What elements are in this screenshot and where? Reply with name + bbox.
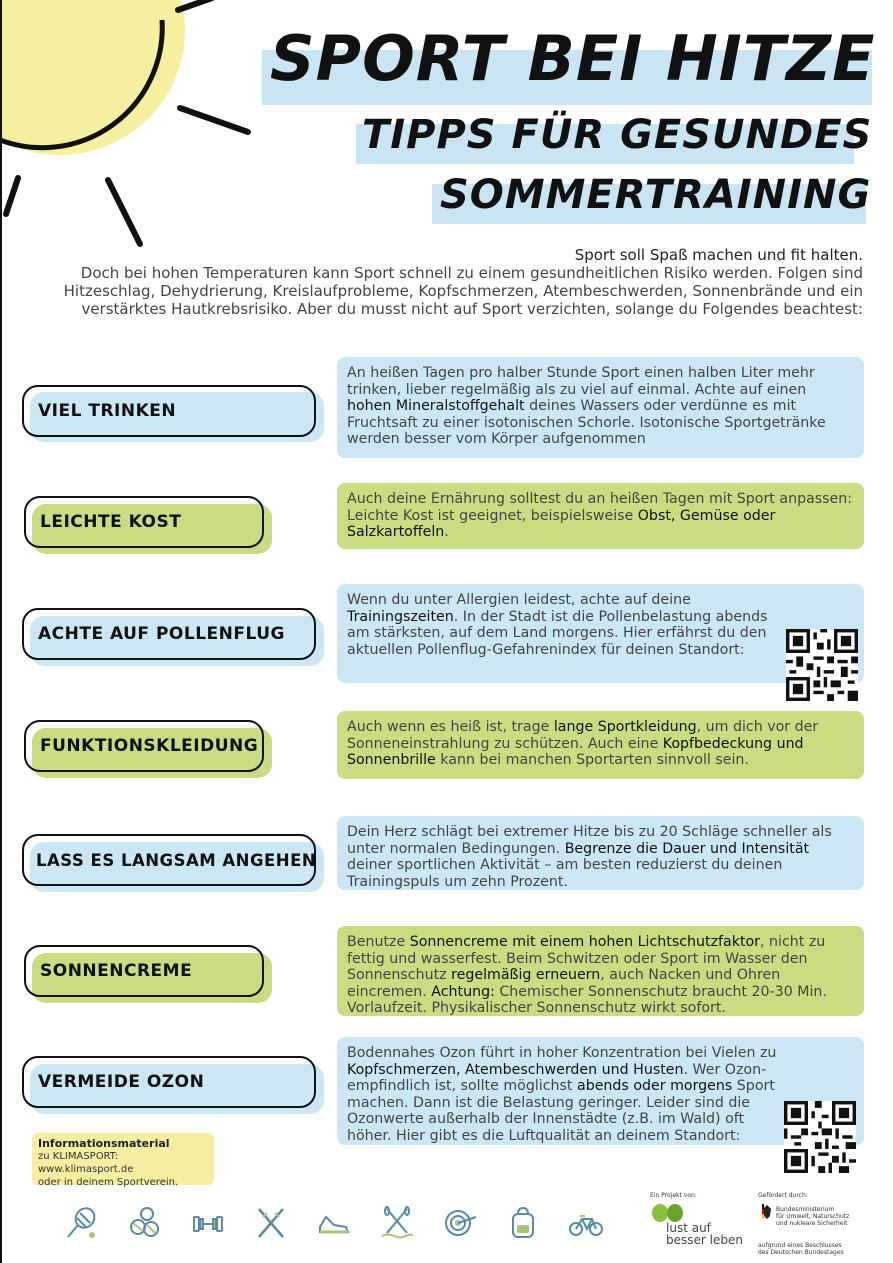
tip-label-sonnencreme	[24, 945, 264, 997]
paddles-icon	[379, 1205, 415, 1241]
tip-text: An heißen Tagen pro halber Stunde Sport einen halben Liter mehr trinken, lieber regelmäßig als zu viel auf einmal. Achte auf einen	[347, 365, 815, 398]
tip-text-bold: Kopfbedeckung und Sonnenbrille	[347, 735, 804, 768]
tip-text-bold: hohen Mineralstoffgehalt	[347, 398, 525, 414]
tip-text-bold: Sonnencreme mit einem hohen Lichtschutzfaktor	[409, 934, 761, 950]
tip-label-funktionskleidung	[24, 720, 264, 772]
sun-illustration	[0, 0, 270, 260]
tennis-icon	[64, 1205, 100, 1241]
tip-label-text: VIEL TRINKEN	[38, 401, 177, 421]
sneaker-icon	[316, 1205, 352, 1241]
tip-text: Chemischer Sonnenschutz braucht 20-30 Min. Vorlaufzeit. Physikalischer Sonnenschutz wirkt sofort.	[347, 983, 827, 1016]
tip-text: Sport machen. Dann ist die Belastung geringer. Leider sind die Ozonwerte außerhalb der Innenstädte (z.B. im Wald) oft höher. Hier gibt es die Luftqualität an deinem Standort:	[347, 1078, 775, 1144]
tip-text-bold: regelmäßig erneuern	[451, 967, 601, 983]
tip-box-viel-trinken	[337, 357, 864, 458]
tip-box-funktionskleidung	[337, 711, 864, 779]
tip-text-bold: abends oder morgens	[577, 1078, 733, 1094]
federal-eagle-icon	[762, 1204, 772, 1220]
project-name: lust auf	[666, 1221, 711, 1235]
tip-label-langsam	[22, 834, 316, 886]
tip-text-bold: Begrenze die Dauer und Intensität	[564, 840, 810, 857]
tip-text-bold: Obst, Gemüse oder Salzkartoffeln	[347, 507, 776, 540]
tip-text: , nicht zu fettig und wasserfest. Beim Schwitzen oder Sport im Wasser den Sonnenschutz	[347, 934, 826, 983]
tip-text: Bodennahes Ozon führt in hoher Konzentration bei Vielen zu	[347, 1045, 777, 1061]
funded-label: Gefördert durch:	[758, 1192, 808, 1199]
ministry-line: für Umwelt, Naturschutz	[776, 1213, 850, 1220]
tip-text: .	[444, 524, 449, 540]
page-subtitle: SOMMERTRAINING	[440, 172, 872, 218]
tip-box-langsam	[337, 816, 864, 890]
tip-text: . In der Stadt ist die Pollenbelastung abends am stärksten, auf dem Land morgens. Hier erfährst du den aktuellen Pollenflug-Gefahrenindex für deinen Standort:	[347, 608, 768, 658]
dumbbell-icon	[190, 1205, 226, 1241]
tip-label-viel-trinken	[22, 385, 316, 437]
intro-line: Sport soll Spaß machen und fit halten.	[574, 246, 863, 264]
ministry-line: Bundesministerium	[776, 1206, 835, 1213]
tip-text-bold: Trainingszeiten	[347, 608, 454, 625]
tip-text: kann bei manchen Sportarten sinnvoll sein.	[435, 752, 749, 768]
backpack-icon	[505, 1205, 541, 1241]
project-label: Ein Projekt von:	[650, 1192, 697, 1199]
tip-label-leichte-kost	[24, 496, 264, 548]
page-title: SPORT BEI HITZE	[270, 22, 876, 95]
tip-text: , um dich vor der Sonneneinstrahlung zu schützen. Auch eine	[347, 719, 819, 752]
info-line: oder in deinem Sportverein.	[38, 1177, 179, 1188]
qr-code-icon[interactable]	[784, 1101, 856, 1173]
tip-text-bold: Kopfschmerzen, Atembeschwerden und Husten	[347, 1061, 684, 1078]
tip-text: Auch deine Ernährung solltest du an heißen Tagen mit Sport anpassen: Leichte Kost ist geeignet, beispielsweise	[347, 491, 853, 524]
page-edge	[0, 0, 2, 1263]
qr-code-icon[interactable]	[786, 629, 858, 701]
tip-label-text: SONNENCREME	[40, 961, 193, 981]
page-subtitle: TIPPS FÜR GESUNDES	[362, 112, 873, 158]
tip-label-text: LEICHTE KOST	[40, 512, 182, 532]
tip-label-pollenflug	[22, 608, 316, 660]
resolution-note	[758, 1242, 844, 1256]
target-icon	[442, 1205, 478, 1241]
tip-text: Benutze	[347, 934, 410, 950]
project-name: besser leben	[666, 1233, 743, 1247]
ministry-line: und nukleare Sicherheit	[776, 1220, 848, 1227]
tip-label-text: LASS ES LANGSAM ANGEHEN	[36, 850, 317, 870]
tip-text: Wenn du unter Allergien leidest, achte auf deine	[347, 592, 691, 608]
resolution-line: aufgrund eines Beschlusses	[758, 1242, 842, 1249]
balls-icon	[127, 1205, 163, 1241]
project-logo	[666, 1222, 743, 1246]
intro-line: Doch bei hohen Temperaturen kann Sport schnell zu einem gesundheitlichen Risiko werden. Folgen sind	[80, 264, 863, 282]
tip-box-pollenflug	[337, 584, 864, 683]
intro-line: verstärktes Hautkrebsrisiko. Aber du musst nicht auf Sport verzichten, solange du Folgendes beachtest:	[81, 300, 863, 318]
tip-label-text: VERMEIDE OZON	[38, 1072, 205, 1092]
tip-label-text: ACHTE AUF POLLENFLUG	[38, 624, 285, 644]
intro-line: Hitzeschlag, Dehydrierung, Kreislaufprobleme, Kopfschmerzen, Atembeschwerden, Sonnenbrände und ein	[63, 282, 863, 300]
tip-text: . Wer Ozon-empfindlich ist, sollte möglichst	[347, 1061, 767, 1094]
ministry-name	[776, 1206, 849, 1227]
tip-label-text: FUNKTIONSKLEIDUNG	[40, 736, 259, 756]
info-line: zu KLIMASPORT: www.klimasport.de	[38, 1151, 134, 1175]
intro-text	[40, 246, 863, 318]
tip-box-sonnencreme	[337, 926, 864, 1016]
resolution-line: des Deutschen Bundestages	[758, 1249, 844, 1256]
tip-text-bold: lange Sportkleidung	[553, 719, 697, 735]
tip-box-leichte-kost	[337, 483, 864, 549]
tip-text: Dein Herz schlägt bei extremer Hitze bis zu 20 Schläge schneller als unter normalen Bedingungen.	[347, 824, 832, 857]
tip-text: , auch Nacken und Ohren eincremen.	[347, 967, 781, 1000]
tip-text-bold: Achtung:	[431, 983, 495, 1000]
tip-text: deines Wassers oder verdünne es mit Fruchtsaft zu einer isotonischen Schorle. Isotonische Sportgetränke werden besser vom Körper aufgenommen	[347, 398, 826, 447]
tip-text: Auch wenn es heiß ist, trage	[347, 719, 554, 735]
info-heading: Informationsmaterial	[38, 1137, 170, 1150]
tip-text: deiner sportlichen Aktivität – am besten reduzierst du deinen Trainingspuls um zehn Prozent.	[347, 857, 783, 890]
bicycle-icon	[568, 1205, 604, 1241]
info-note	[32, 1133, 214, 1188]
tip-label-ozon	[22, 1056, 316, 1108]
skis-icon	[253, 1205, 289, 1241]
